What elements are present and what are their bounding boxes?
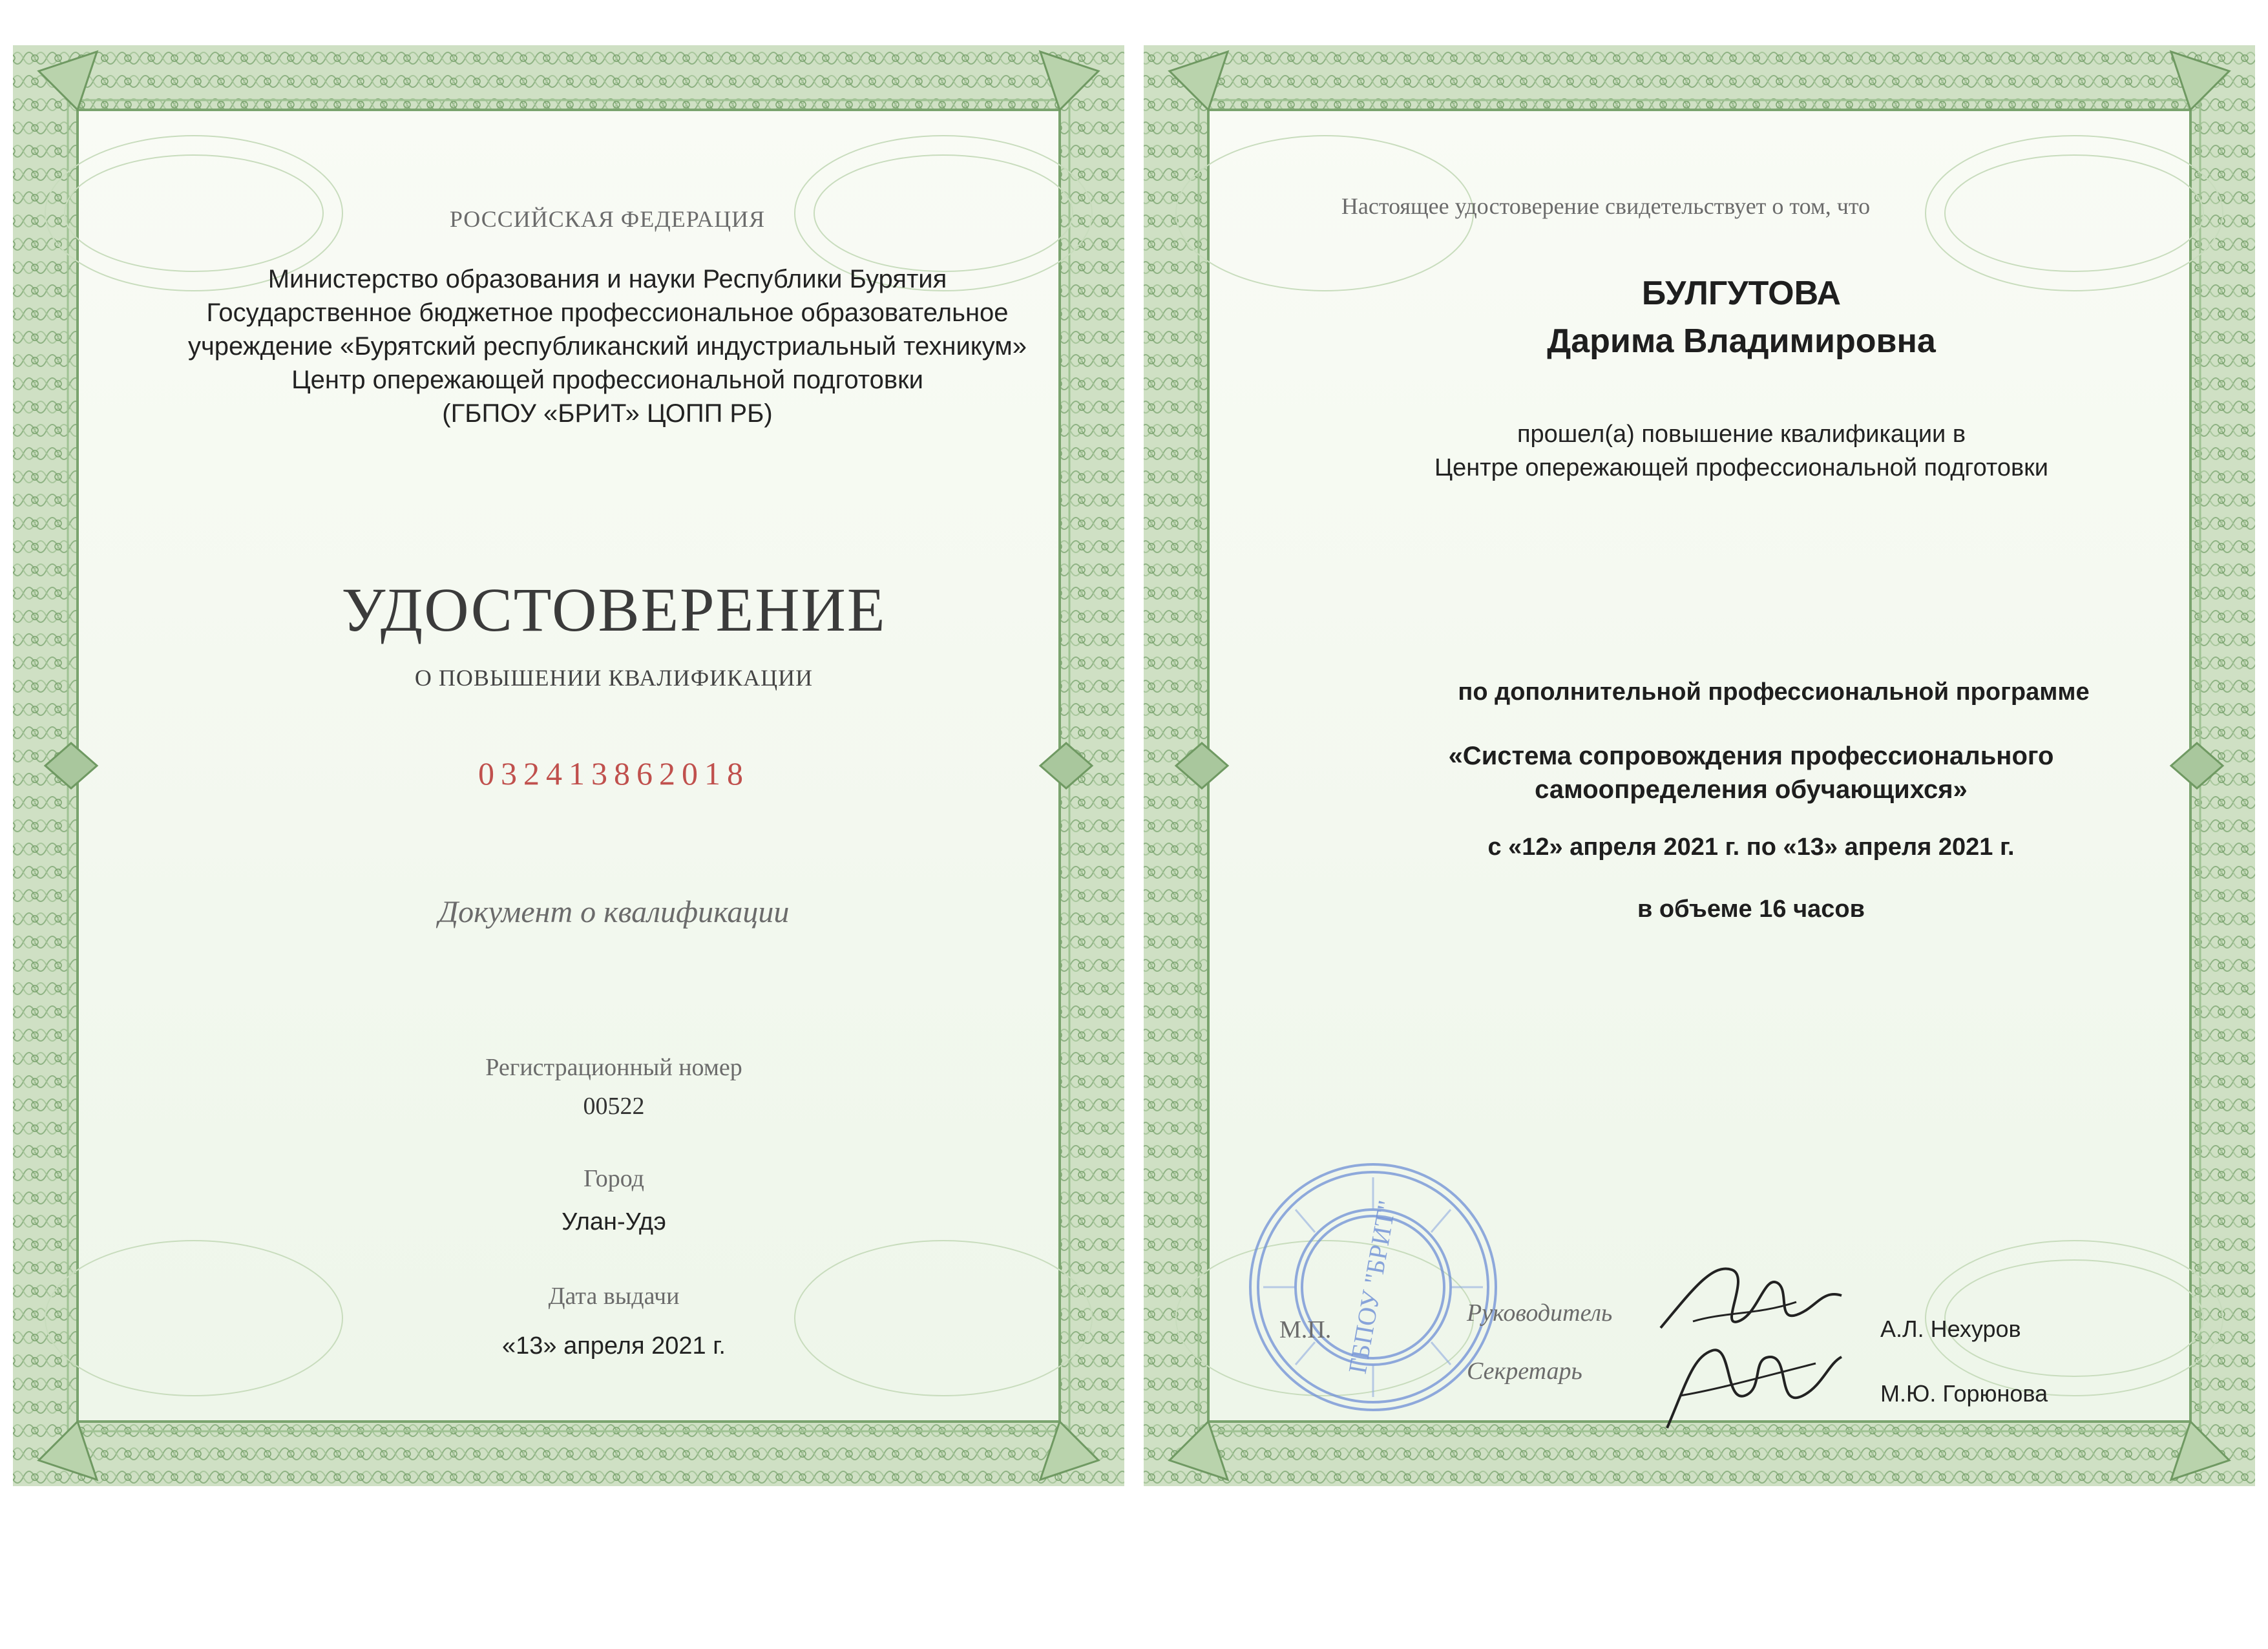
training-volume: в объеме 16 часов xyxy=(1637,896,1865,923)
org-line: (ГБПОУ «БРИТ» ЦОПП РБ) xyxy=(442,399,773,428)
passed-line: прошел(а) повышение квалификации в xyxy=(1517,421,1966,448)
passed-line: Центре опережающей профессиональной подготовки xyxy=(1434,454,2049,481)
org-line: Государственное бюджетное профессиональное образовательное xyxy=(206,299,1009,327)
head-label: Руководитель xyxy=(1467,1299,1613,1327)
holder-surname: БУЛГУТОВА xyxy=(1641,275,1842,312)
intro-text: Настоящее удостоверение свидетельствует о том, что xyxy=(1341,193,1871,219)
holder-name: Дарима Владимировна xyxy=(1547,322,1936,360)
passed-statement xyxy=(1208,417,2268,485)
issue-date-label: Дата выдачи xyxy=(548,1283,680,1310)
official-stamp-seal xyxy=(1244,1158,1502,1416)
seal-place-label: М.П. xyxy=(1279,1316,1332,1343)
program-label: по дополнительной профессиональной программе xyxy=(1458,678,2090,706)
document-type: Документ о квалификации xyxy=(438,895,790,929)
secretary-signature xyxy=(1654,1331,1848,1441)
org-line: учреждение «Бурятский республиканский индустриальный техникум» xyxy=(187,332,1027,361)
secretary-name: М.Ю. Горюнова xyxy=(1880,1380,2048,1407)
document-subtitle: О ПОВЫШЕНИИ КВАЛИФИКАЦИИ xyxy=(414,665,814,691)
stamp-text: ГБПОУ "БРИТ" xyxy=(1342,1198,1402,1376)
issue-date-value: «13» апреля 2021 г. xyxy=(502,1332,726,1360)
secretary-label: Секретарь xyxy=(1467,1358,1582,1385)
training-period: с «12» апреля 2021 г. по «13» апреля 2021 г. xyxy=(1487,834,2015,861)
registration-number: 00522 xyxy=(583,1093,645,1120)
head-name: А.Л. Нехуров xyxy=(1880,1316,2021,1342)
program-title xyxy=(1208,739,2268,806)
org-line: Министерство образования и науки Республики Бурятия xyxy=(268,265,947,293)
document-title: УДОСТОВЕРЕНИЕ xyxy=(341,575,887,644)
org-line: Центр опережающей профессиональной подготовки xyxy=(291,366,923,394)
city-value: Улан-Удэ xyxy=(562,1208,666,1235)
program-line: «Система сопровождения профессионального xyxy=(1448,742,2054,770)
program-line: самоопределения обучающихся» xyxy=(1535,775,1968,804)
serial-number: 032413862018 xyxy=(478,755,750,792)
country-label: РОССИЙСКАЯ ФЕДЕРАЦИЯ xyxy=(449,206,766,232)
organization-block xyxy=(78,262,1137,430)
city-label: Город xyxy=(583,1165,644,1192)
registration-label: Регистрационный номер xyxy=(485,1054,742,1081)
